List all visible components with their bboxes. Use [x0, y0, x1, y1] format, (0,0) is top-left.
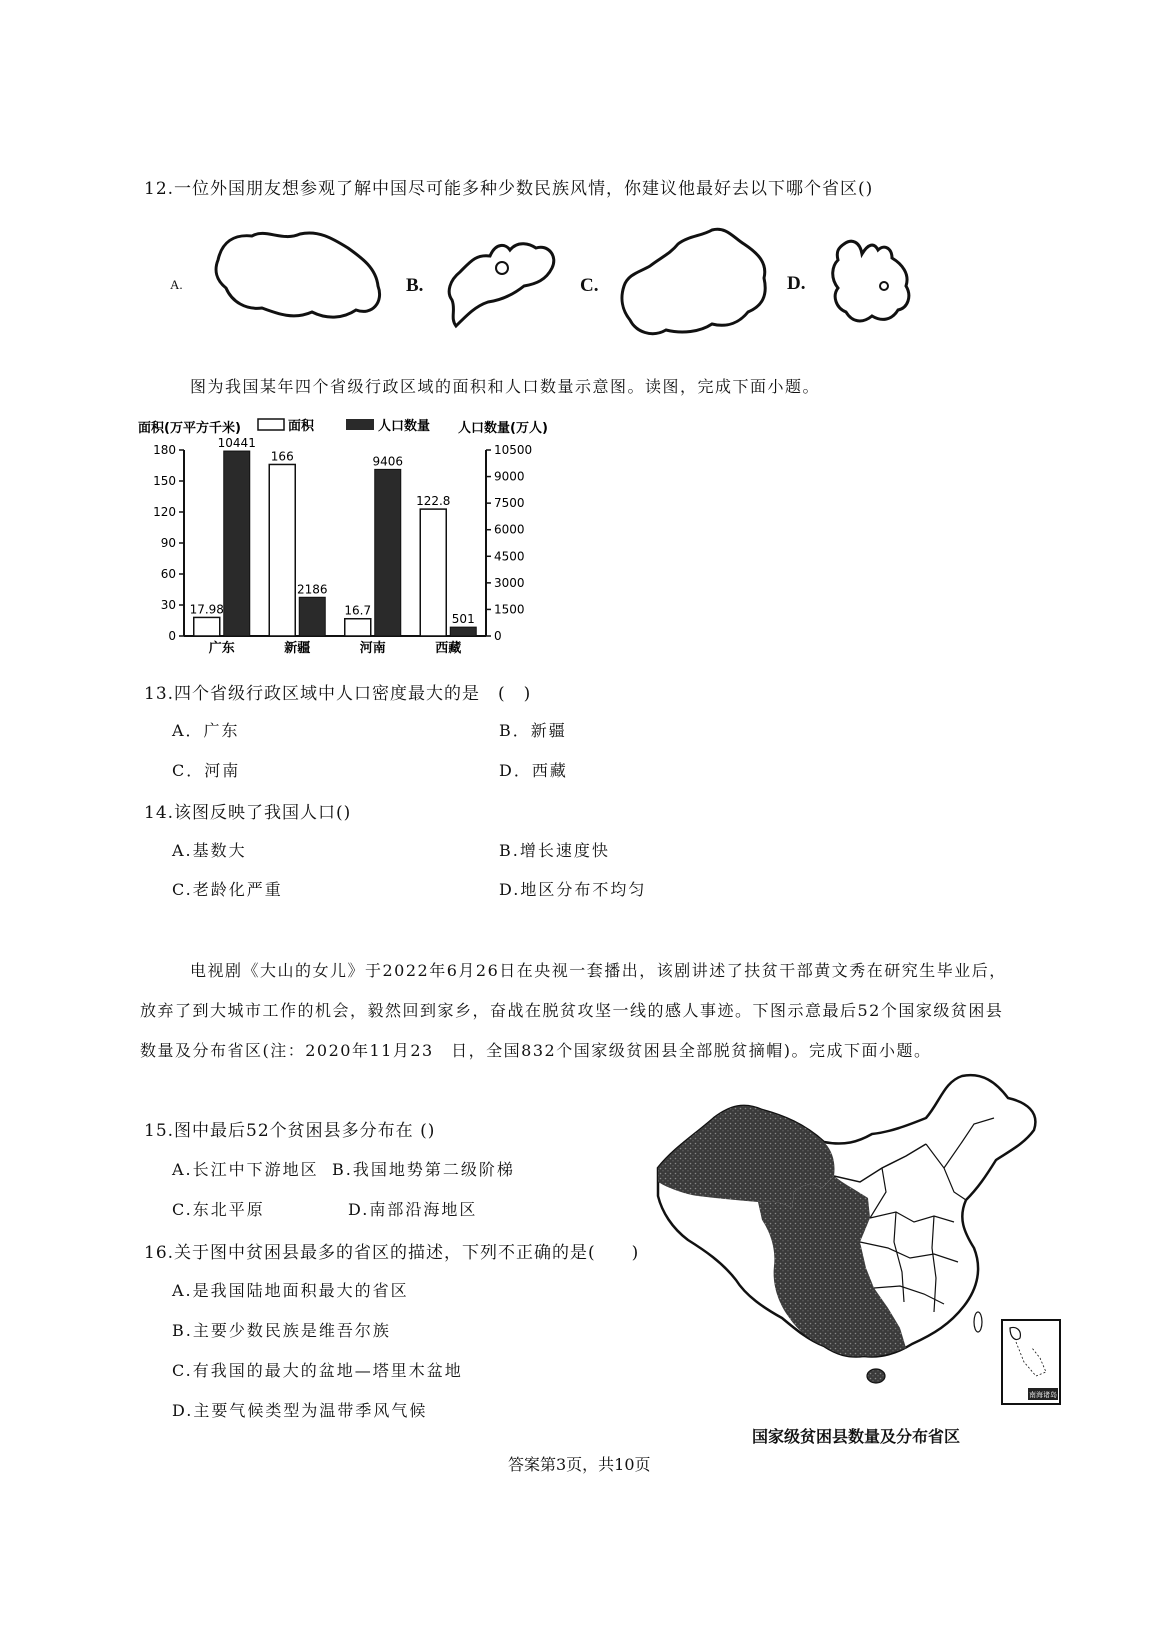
area-bar	[269, 464, 295, 636]
q15-option-b[interactable]: B.我国地势第二级阶梯	[332, 1160, 515, 1179]
category-label: 新疆	[284, 641, 311, 656]
area-population-bar-chart	[136, 412, 566, 662]
q15-option-d[interactable]: D.南部沿海地区	[348, 1200, 478, 1219]
q16-option-a[interactable]: A.是我国陆地面积最大的省区	[172, 1281, 409, 1300]
category-label: 西藏	[435, 641, 462, 656]
left-tick-label: 90	[160, 536, 176, 550]
area-value-label: 122.8	[416, 494, 451, 509]
population-value-label: 501	[451, 612, 475, 627]
right-tick-label: 10500	[494, 443, 533, 457]
left-axis-label: 面积(万平方千米)	[138, 421, 241, 436]
q14-option-c[interactable]: C.老龄化严重	[172, 880, 283, 899]
china-poverty-counties-map	[644, 1072, 1064, 1412]
area-value-label: 166	[270, 449, 294, 464]
page-footer: 答案第3页，共10页	[508, 1455, 651, 1474]
q14-option-b[interactable]: B.增长速度快	[499, 841, 610, 860]
passage-line-1: 电视剧《大山的女儿》于2022年6月26日在央视一套播出，该剧讲述了扶贫干部黄文秀在研究生毕业后，	[190, 961, 1007, 980]
right-tick-label: 7500	[494, 496, 525, 511]
q15-option-c[interactable]: C.东北平原	[172, 1200, 265, 1219]
q16-option-b[interactable]: B.主要少数民族是维吾尔族	[172, 1321, 391, 1340]
q14-option-d[interactable]: D.地区分布不均匀	[499, 880, 647, 899]
category-label: 河南	[359, 641, 386, 656]
area-bar	[194, 617, 220, 636]
option-c-label: C.	[580, 275, 599, 296]
right-tick-label: 6000	[494, 522, 525, 537]
q14-option-a[interactable]: A.基数大	[172, 841, 247, 860]
population-bar	[224, 451, 250, 636]
population-bar	[375, 469, 401, 636]
question-14-stem: 14.该图反映了我国人口()	[144, 803, 352, 823]
yunnan-outline-shape	[822, 230, 918, 330]
guangdong-outline-shape	[440, 234, 570, 334]
q16-option-c[interactable]: C.有我国的最大的盆地—塔里木盆地	[172, 1361, 463, 1380]
passage-line-3: 数量及分布省区(注：2020年11月23 日，全国832个国家级贫困县全部脱贫摘帽)。完成下面小题。	[140, 1041, 932, 1060]
q13-option-b[interactable]: B．新疆	[499, 721, 567, 740]
area-value-label: 16.7	[344, 603, 372, 618]
legend-population-label: 人口数量	[378, 419, 431, 434]
option-d-label: D.	[787, 273, 806, 294]
inset-label: 南海诸岛	[1029, 1391, 1057, 1399]
population-bar	[450, 627, 476, 636]
right-tick-label: 3000	[494, 575, 525, 590]
xinjiang-outline-shape	[616, 222, 772, 346]
left-tick-label: 150	[153, 474, 176, 488]
population-bar	[299, 597, 325, 636]
option-b-label: B.	[406, 275, 424, 296]
q13-option-d[interactable]: D．西藏	[499, 761, 568, 780]
question-13-stem: 13.四个省级行政区域中人口密度最大的是 ( )	[144, 684, 532, 704]
population-value-label: 9406	[372, 454, 404, 469]
area-value-label: 17.98	[189, 602, 224, 617]
left-tick-label: 120	[153, 505, 176, 519]
q13-option-c[interactable]: C．河南	[172, 761, 241, 780]
question-16-stem: 16.关于图中贫困县最多的省区的描述，下列不正确的是( )	[144, 1243, 640, 1263]
map-caption: 国家级贫困县数量及分布省区	[752, 1427, 961, 1446]
question-15-stem: 15.图中最后52个贫困县多分布在 ()	[144, 1121, 436, 1141]
right-tick-label: 0	[494, 629, 502, 643]
left-tick-label: 30	[160, 598, 176, 612]
population-value-label: 2186	[296, 582, 328, 597]
province-shapes-row	[150, 222, 930, 352]
population-value-label: 10441	[217, 436, 256, 451]
q13-option-a[interactable]: A．广东	[172, 721, 240, 740]
q16-option-d[interactable]: D.主要气候类型为温带季风气候	[172, 1401, 428, 1420]
right-axis-label: 人口数量(万人)	[458, 421, 548, 436]
left-tick-label: 0	[168, 629, 176, 643]
legend-area-swatch	[258, 419, 284, 430]
left-tick-label: 60	[160, 567, 176, 581]
legend-area-label: 面积	[288, 419, 315, 434]
right-tick-label: 9000	[494, 469, 525, 484]
right-tick-label: 1500	[494, 602, 525, 617]
question-12-stem: 12.一位外国朋友想参观了解中国尽可能多种少数民族风情，你建议他最好去以下哪个省区()	[144, 179, 874, 199]
category-label: 广东	[208, 641, 235, 656]
taiwan-island	[974, 1312, 982, 1332]
left-tick-label: 180	[153, 443, 176, 457]
right-tick-label: 4500	[494, 549, 525, 564]
passage-line-2: 放弃了到大城市工作的机会，毅然回到家乡，奋战在脱贫攻坚一线的感人事迹。下图示意最后52个国家级贫困县	[140, 1001, 1004, 1020]
hainan-island	[867, 1369, 885, 1383]
q15-option-a[interactable]: A.长江中下游地区	[172, 1160, 319, 1179]
chart-intro: 图为我国某年四个省级行政区域的面积和人口数量示意图。读图，完成下面小题。	[190, 377, 821, 396]
area-bar	[345, 619, 371, 636]
tibet-outline-shape	[208, 222, 388, 332]
legend-population-swatch	[346, 419, 374, 430]
area-bar	[420, 509, 446, 636]
option-a-label: A.	[170, 277, 183, 292]
